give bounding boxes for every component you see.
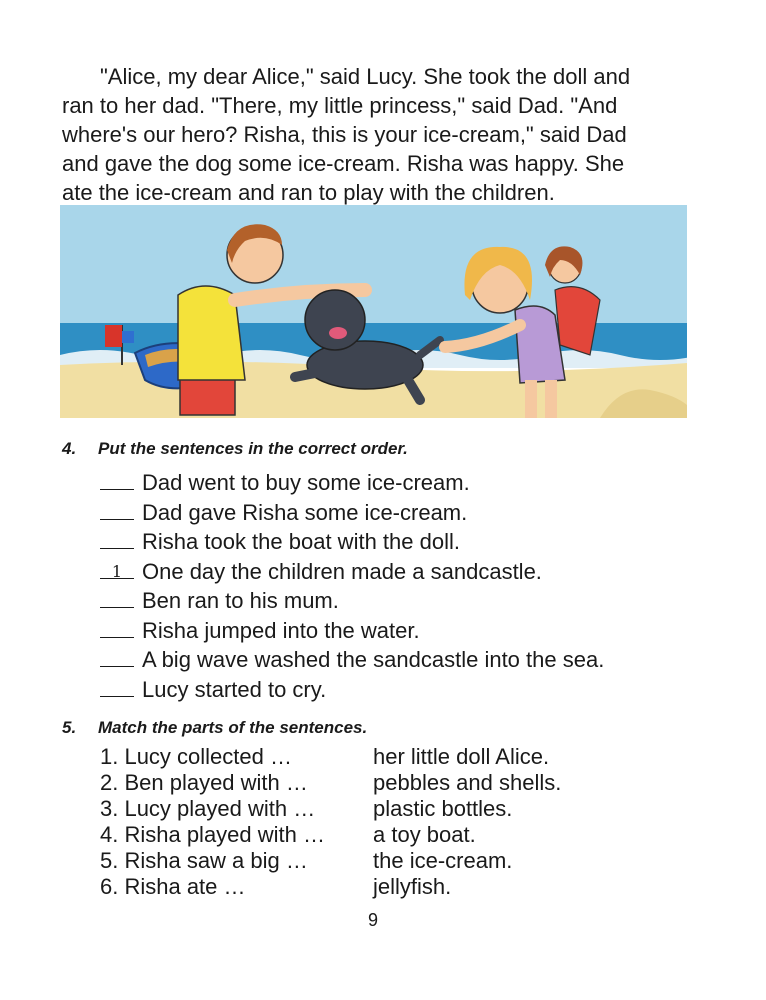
match-right-part: jellyfish. [373, 874, 452, 899]
story-text [62, 62, 712, 207]
list-item [100, 645, 604, 675]
exercise-4-heading [62, 439, 408, 459]
match-left-part: 4. Risha played with … [100, 822, 325, 847]
sentence-text: Dad went to buy some ice-cream. [142, 470, 470, 495]
match-row [100, 822, 561, 848]
list-item [100, 586, 604, 616]
exercise-instruction: Put the sentences in the correct order. [98, 439, 408, 458]
list-item [100, 527, 604, 557]
match-row [100, 796, 561, 822]
list-item [100, 616, 604, 646]
story-line: ate the ice-cream and ran to play with the children. [62, 180, 555, 205]
match-right-part: a toy boat. [373, 822, 476, 847]
match-row [100, 848, 561, 874]
match-row [100, 770, 561, 796]
page-number: 9 [367, 910, 378, 930]
match-left-part: 3. Lucy played with … [100, 796, 316, 821]
answer-blank[interactable] [100, 560, 134, 579]
exercise-number: 4. [62, 439, 77, 458]
answer-value: 1 [111, 561, 123, 581]
beach-scene [60, 205, 687, 418]
match-right-part: the ice-cream. [373, 848, 513, 873]
sentence-text: One day the children made a sandcastle. [142, 558, 542, 584]
answer-blank[interactable] [100, 619, 134, 638]
answer-blank[interactable] [100, 589, 134, 608]
sentence-text: Risha took the boat with the doll. [142, 529, 460, 554]
match-left-part: 2. Ben played with … [100, 770, 308, 795]
story-line: ran to her dad. "There, my little princess," said Dad. "And [62, 93, 618, 118]
beach-illustration [60, 205, 687, 418]
match-left-part: 5. Risha saw a big … [100, 848, 308, 873]
sentence-text: A big wave washed the sandcastle into the sea. [142, 647, 605, 672]
answer-blank[interactable] [100, 530, 134, 549]
list-item [100, 675, 604, 705]
match-right-part: pebbles and shells. [373, 770, 562, 795]
exercise-5-heading [62, 718, 367, 738]
exercise-number: 5. [62, 718, 77, 737]
story-line: "Alice, my dear Alice," said Lucy. She took the doll and [100, 64, 631, 89]
match-table [100, 744, 561, 900]
match-row [100, 874, 561, 900]
sentence-text: Dad gave Risha some ice-cream. [142, 499, 468, 525]
story-line: where's our hero? Risha, this is your ice-cream," said Dad [62, 122, 627, 147]
list-item [100, 557, 604, 587]
match-row [100, 744, 561, 770]
match-right-part: plastic bottles. [373, 796, 513, 821]
story-line: and gave the dog some ice-cream. Risha was happy. She [62, 151, 625, 176]
match-left-part: 1. Lucy collected … [100, 744, 292, 769]
order-list [100, 468, 604, 704]
sentence-text: Risha jumped into the water. [142, 617, 420, 643]
sentence-text: Ben ran to his mum. [142, 588, 339, 613]
list-item [100, 468, 604, 498]
sentence-text: Lucy started to cry. [142, 676, 327, 702]
list-item [100, 498, 604, 528]
answer-blank[interactable] [100, 471, 134, 490]
match-left-part: 6. Risha ate … [100, 874, 246, 899]
answer-blank[interactable] [100, 501, 134, 520]
answer-blank[interactable] [100, 648, 134, 667]
answer-blank[interactable] [100, 678, 134, 697]
exercise-instruction: Match the parts of the sentences. [98, 718, 368, 737]
match-right-part: her little doll Alice. [373, 744, 550, 769]
